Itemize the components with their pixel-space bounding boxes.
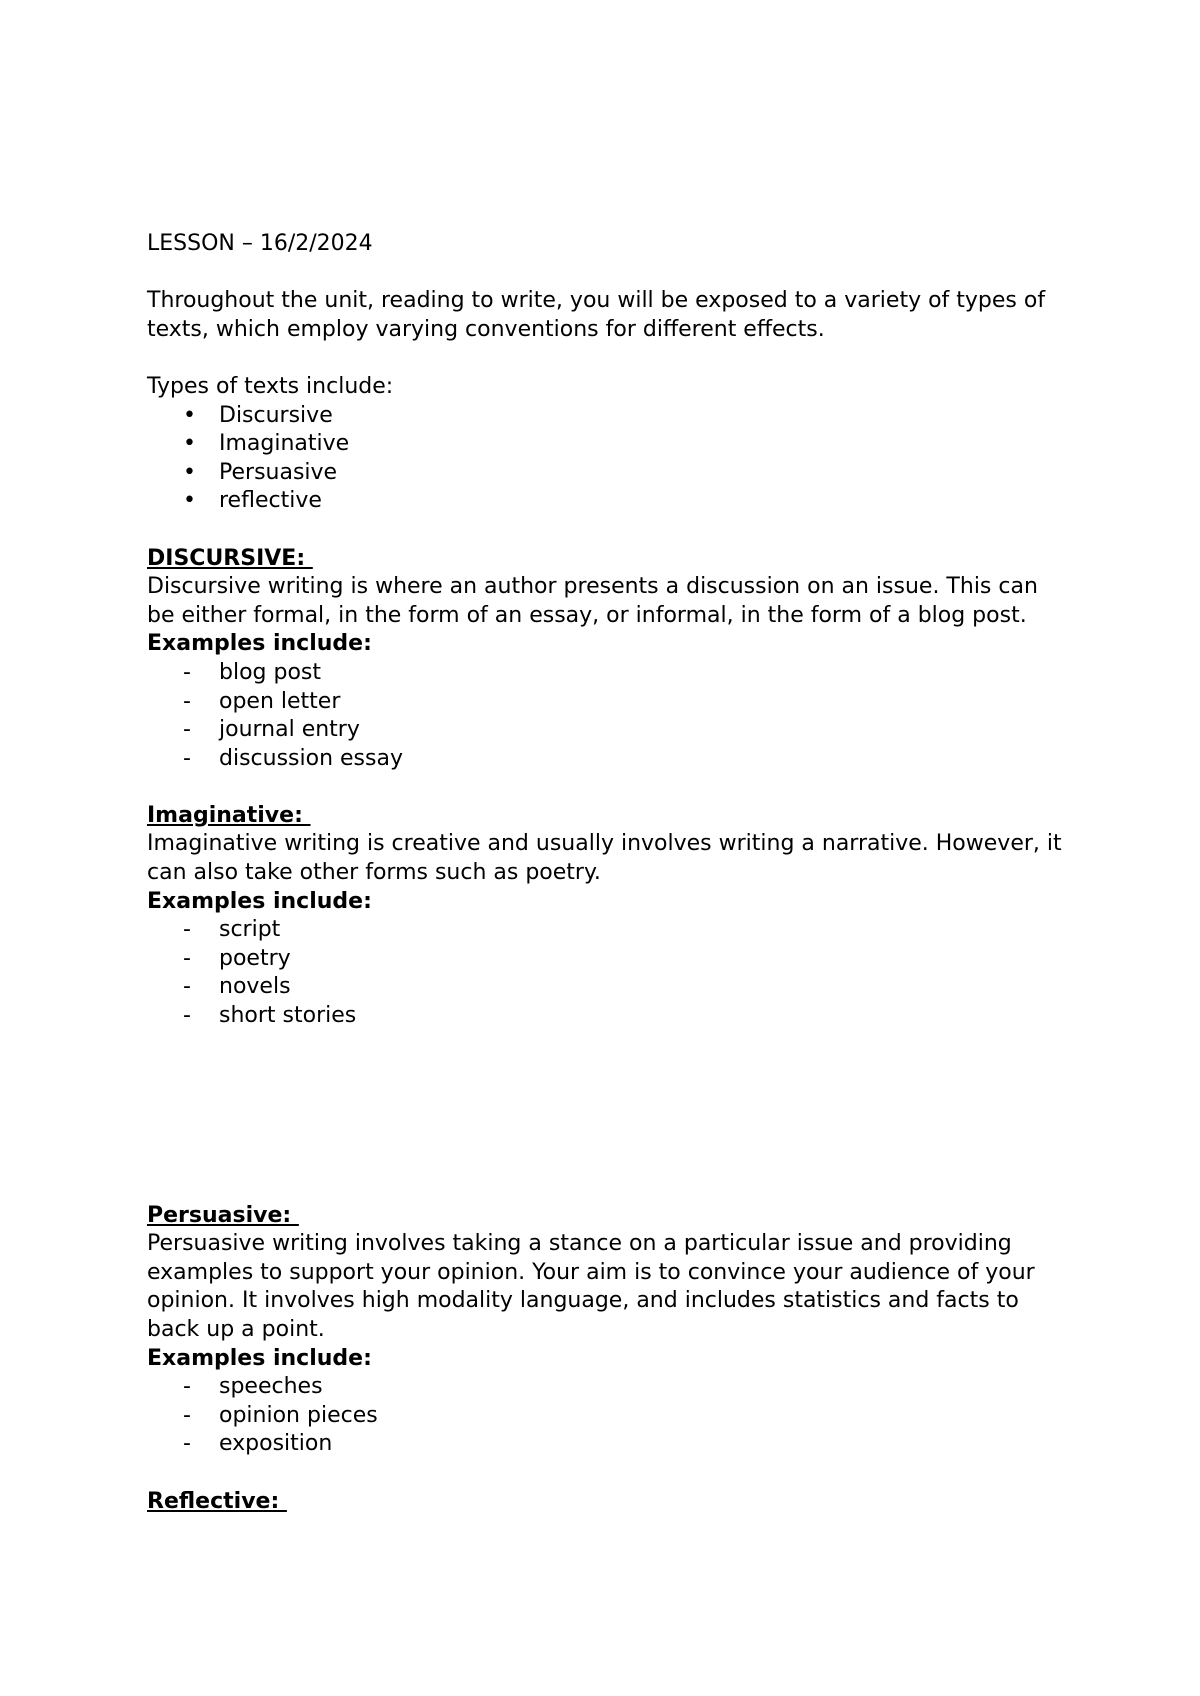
section-body: Imaginative writing is creative and usually involves writing a narrative. However, it can also take other forms such as poetry.: [147, 831, 1062, 886]
dash-icon: -: [183, 917, 191, 943]
examples-label: Examples include:: [147, 1345, 372, 1371]
dash-icon: -: [183, 1003, 191, 1029]
list-item-label: opinion pieces: [219, 1402, 378, 1428]
list-item: [147, 459, 1067, 488]
dash-icon: -: [183, 745, 191, 771]
dash-icon: -: [183, 717, 191, 743]
list-item-label: Imaginative: [219, 431, 350, 457]
list-item: [147, 916, 1067, 945]
list-item: [147, 659, 1067, 688]
list-item: [147, 402, 1067, 431]
list-item-label: exposition: [219, 1431, 333, 1457]
list-item: [147, 945, 1067, 974]
section-reflective: [147, 1488, 1067, 1517]
list-item-label: reflective: [219, 488, 322, 514]
list-item: [147, 716, 1067, 745]
section-heading: Persuasive:: [147, 1202, 299, 1228]
section-heading: Reflective:: [147, 1488, 287, 1514]
spacer: [147, 773, 1067, 802]
list-item: [147, 1402, 1067, 1431]
bullet-icon: •: [183, 459, 196, 485]
document-page: [147, 230, 1067, 1516]
examples-list: [147, 659, 1067, 773]
spacer: [147, 1459, 1067, 1488]
list-item-label: blog post: [219, 659, 322, 685]
types-intro: Types of texts include:: [147, 373, 394, 399]
examples-list: [147, 1373, 1067, 1459]
dash-icon: -: [183, 1402, 191, 1428]
section-heading: DISCURSIVE:: [147, 545, 313, 571]
list-item-label: journal entry: [219, 717, 360, 743]
list-item-label: poetry: [219, 945, 291, 971]
bullet-icon: •: [183, 488, 196, 514]
spacer: [147, 516, 1067, 545]
examples-label: Examples include:: [147, 888, 372, 914]
section-discursive: [147, 545, 1067, 774]
section-body: Discursive writing is where an author presents a discussion on an issue. This can be either formal, in the form of an essay, or informal, in the form of a blog post.: [147, 574, 1038, 628]
dash-icon: -: [183, 945, 191, 971]
section-body: Persuasive writing involves taking a stance on a particular issue and providing examples to support your opinion. Your aim is to convince your audience of your opinion. It involves high modality language, and includes statistics and facts to back up a point.: [147, 1231, 1035, 1342]
intro-paragraph: Throughout the unit, reading to write, you will be exposed to a variety of types of texts, which employ varying conventions for different effects.: [147, 288, 1046, 342]
list-item-label: novels: [219, 974, 291, 1000]
types-list: [147, 402, 1067, 516]
lesson-heading: LESSON – 16/2/2024: [147, 231, 373, 256]
list-item: [147, 430, 1067, 459]
dash-icon: -: [183, 1374, 191, 1400]
list-item: [147, 1430, 1067, 1459]
list-item: [147, 745, 1067, 774]
list-item-label: script: [219, 917, 281, 943]
spacer: [147, 1031, 1067, 1202]
section-heading: Imaginative:: [147, 802, 311, 828]
list-item-label: discussion essay: [219, 745, 403, 771]
list-item-label: Discursive: [219, 402, 333, 428]
spacer: [147, 344, 1067, 373]
list-item-label: short stories: [219, 1003, 357, 1029]
dash-icon: -: [183, 688, 191, 714]
examples-label: Examples include:: [147, 631, 372, 657]
spacer: [147, 259, 1067, 288]
dash-icon: -: [183, 1431, 191, 1457]
examples-list: [147, 916, 1067, 1030]
bullet-icon: •: [183, 402, 196, 428]
list-item-label: open letter: [219, 688, 341, 714]
bullet-icon: •: [183, 431, 196, 457]
list-item: [147, 973, 1067, 1002]
dash-icon: -: [183, 974, 191, 1000]
list-item-label: speeches: [219, 1374, 323, 1400]
list-item: [147, 1002, 1067, 1031]
list-item: [147, 1373, 1067, 1402]
dash-icon: -: [183, 659, 191, 685]
list-item: [147, 688, 1067, 717]
list-item-label: Persuasive: [219, 459, 338, 485]
section-persuasive: [147, 1202, 1067, 1459]
list-item: [147, 487, 1067, 516]
section-imaginative: [147, 802, 1067, 1031]
